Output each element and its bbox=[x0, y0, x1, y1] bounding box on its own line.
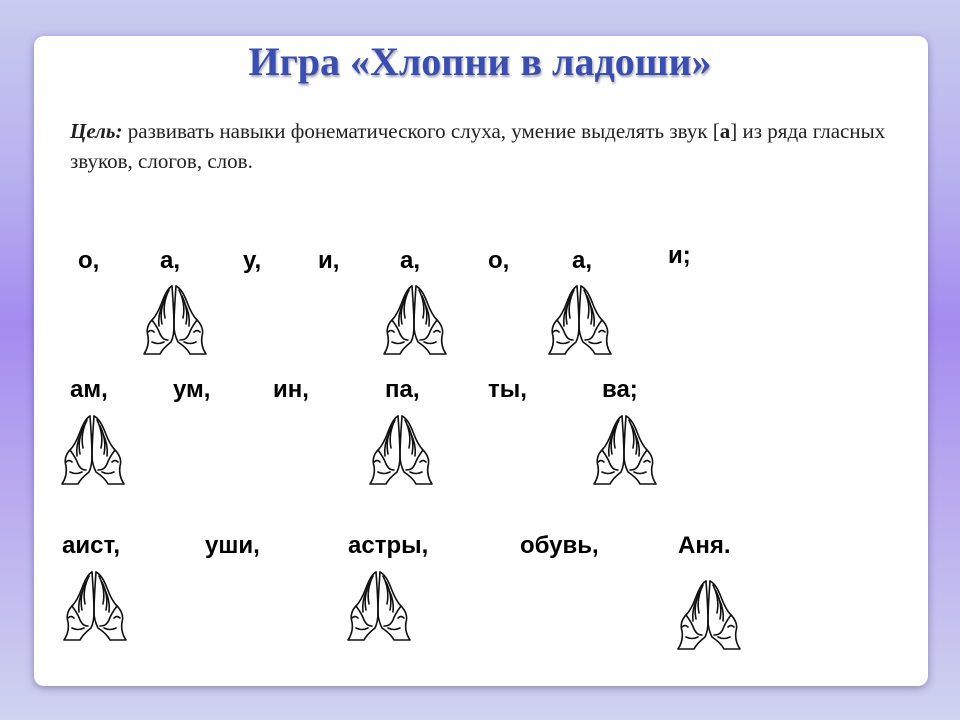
row2-word: ум, bbox=[173, 376, 211, 403]
row1-word: а, bbox=[160, 247, 181, 274]
row1-word: а, bbox=[400, 247, 421, 274]
row2-word: ам, bbox=[70, 376, 108, 403]
goal-paragraph bbox=[70, 116, 900, 176]
praying-hands-icon bbox=[342, 566, 414, 646]
row2-word: ин, bbox=[273, 376, 309, 403]
row2-word: па, bbox=[385, 376, 420, 403]
praying-hands-icon bbox=[56, 410, 128, 490]
page-title: Игра «Хлопни в ладоши» bbox=[248, 39, 712, 84]
praying-hands-icon bbox=[672, 575, 744, 655]
row1-word: и, bbox=[318, 247, 340, 274]
praying-hands-icon bbox=[138, 280, 210, 360]
goal-text-part2: ] из ряда гласных звуков, слогов, слов. bbox=[70, 119, 886, 173]
row1-word: и; bbox=[668, 242, 691, 269]
row1-word: а, bbox=[572, 247, 593, 274]
goal-vowel: а bbox=[719, 119, 731, 143]
goal-label: Цель: bbox=[70, 119, 123, 143]
praying-hands-icon bbox=[58, 566, 130, 646]
praying-hands-icon bbox=[543, 280, 615, 360]
row1-word: о, bbox=[78, 247, 100, 274]
row3-word: аист, bbox=[62, 532, 121, 559]
row3-word: Аня. bbox=[678, 532, 731, 559]
row2-word: ва; bbox=[602, 376, 638, 403]
row3-word: обувь, bbox=[520, 532, 599, 559]
praying-hands-icon bbox=[364, 410, 436, 490]
row1-word: о, bbox=[488, 247, 510, 274]
praying-hands-icon bbox=[378, 280, 450, 360]
row3-word: уши, bbox=[205, 532, 260, 559]
row3-word: астры, bbox=[348, 532, 429, 559]
praying-hands-icon bbox=[588, 410, 660, 490]
row1-word: у, bbox=[243, 247, 262, 274]
goal-text-part1: развивать навыки фонематического слуха, умение выделять звук [ bbox=[122, 119, 720, 143]
row2-word: ты, bbox=[488, 376, 527, 403]
